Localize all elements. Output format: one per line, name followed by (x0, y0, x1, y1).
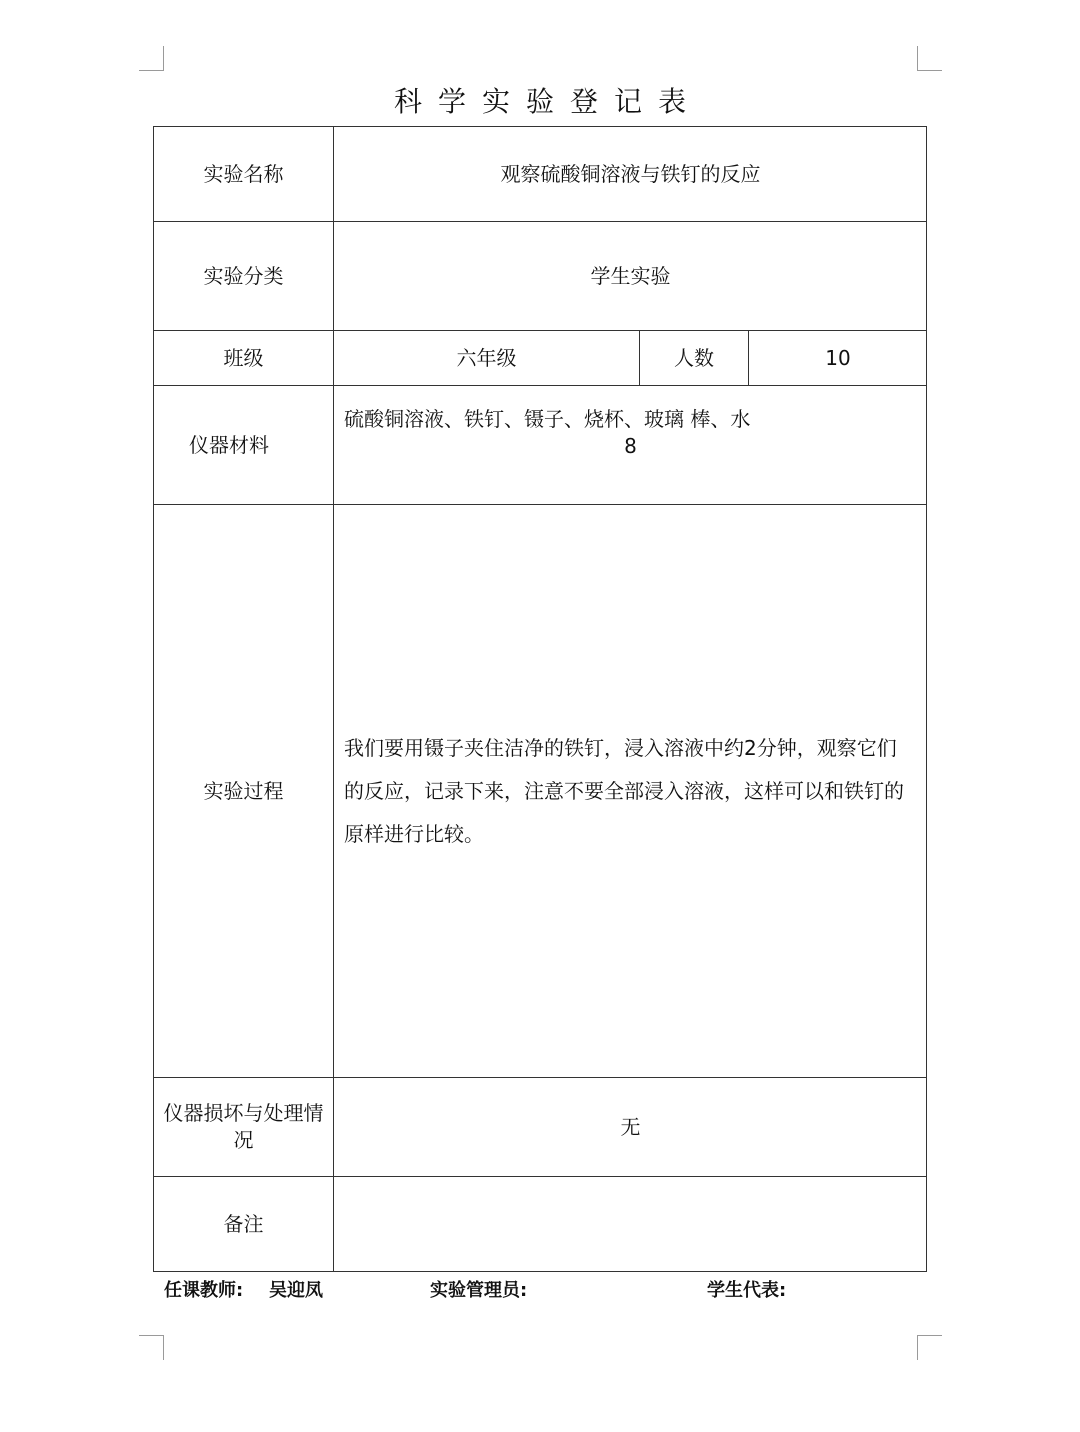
damage-label: 仪器损坏与处理情况 (163, 1101, 324, 1152)
teacher-name: 吴迎凤 (269, 1280, 323, 1301)
crop-mark-bottom-right (917, 1335, 942, 1360)
materials-value-cell (334, 386, 927, 504)
remarks-value (334, 1177, 927, 1272)
materials-label: 仪器材料 (189, 432, 269, 457)
lab-admin-label: 实验管理员: (430, 1280, 528, 1301)
crop-mark-bottom-left (139, 1335, 164, 1360)
class-label: 班级 (223, 345, 264, 370)
damage-value: 无 (620, 1114, 641, 1139)
crop-mark-top-left (139, 46, 164, 71)
experiment-category-label: 实验分类 (203, 263, 284, 288)
teacher-label: 任课教师: (164, 1280, 244, 1301)
count-value: 10 (825, 345, 851, 370)
count-label: 人数 (674, 345, 714, 370)
class-value: 六年级 (456, 345, 517, 370)
materials-value: 硫酸铜溶液、铁钉、镊子、烧杯、玻璃 棒、水 (344, 407, 751, 431)
crop-mark-top-right (917, 46, 942, 71)
experiment-name-value: 观察硫酸铜溶液与铁钉的反应 (500, 161, 761, 186)
student-representative-label: 学生代表: (707, 1280, 787, 1301)
experiment-name-label: 实验名称 (203, 161, 284, 186)
remarks-label: 备注 (223, 1212, 264, 1236)
materials-value-extra: 8 (624, 434, 637, 458)
page-title: 科学实验登记表 (393, 85, 702, 118)
registration-table (153, 126, 927, 1272)
process-value: 我们要用镊子夹住洁净的铁钉，浸入溶液中约2分钟，观察它们的反应，记录下来，注意不要全部浸入溶液，这样可以和铁钉的原样进行比较。 (344, 735, 904, 846)
experiment-category-value: 学生实验 (590, 263, 671, 288)
process-label: 实验过程 (203, 778, 284, 803)
